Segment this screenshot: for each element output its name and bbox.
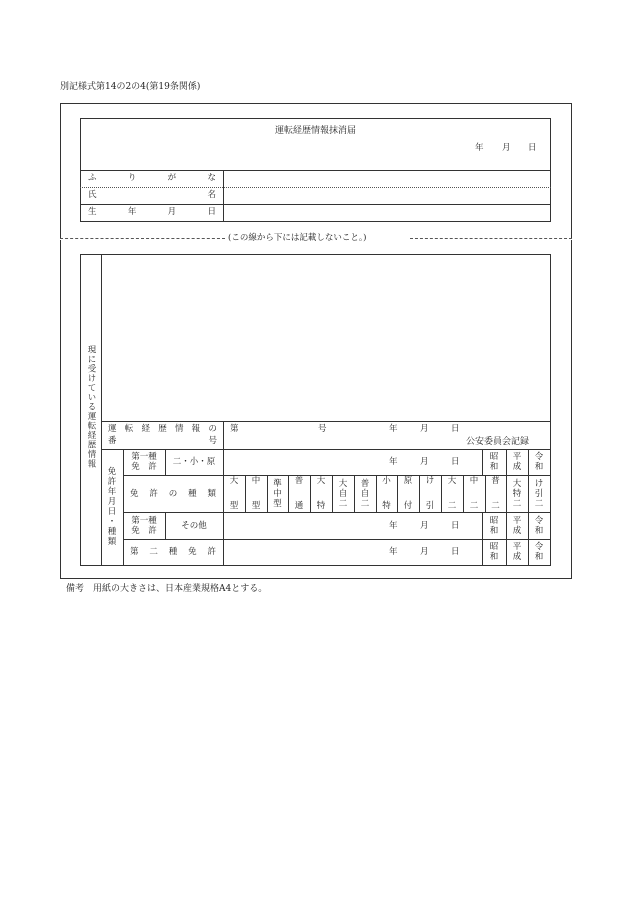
kinds-label: 免 許 の 種 類: [130, 489, 216, 499]
form-title: 運転経歴情報抹消届: [274, 126, 356, 136]
furigana-label: ふ り が な: [88, 173, 216, 183]
row4-era-heisei: 平 成: [512, 542, 522, 562]
record-date-year: 年: [389, 424, 398, 434]
remark: 備考 用紙の大きさは、日本産業規格A4とする。: [66, 584, 268, 594]
class1-label: 第一種 免 許: [131, 452, 157, 472]
kind-chu-ni: 中 二: [469, 476, 479, 511]
kind-kotoku: 小 特: [382, 476, 391, 511]
row3-date-day: 日: [451, 521, 460, 531]
row1-date-year: 年: [389, 457, 398, 467]
side-label: 現に受けている運転経歴情報: [86, 345, 96, 469]
row1-era-showa: 昭 和: [489, 452, 499, 472]
record-number-suffix: 号: [318, 424, 327, 434]
kind-dai-ni: 大 二: [447, 476, 457, 511]
kind-daitoku-ni: 大 特 二: [512, 478, 522, 509]
kind-jun-chugata: 準 中 型: [273, 478, 282, 509]
class2-label: 第 二 種 免 許: [130, 547, 216, 557]
kind-kenin-ni: け 引 二: [534, 478, 544, 509]
kind-chugata: 中 型: [251, 476, 261, 511]
class1-sub: 二・小・原: [172, 457, 216, 467]
record-number-label-2: 番 号: [108, 436, 217, 446]
row4-date-day: 日: [451, 547, 460, 557]
name-label: 氏 名: [88, 190, 216, 200]
row3-date-month: 月: [420, 521, 429, 531]
license-label: 免 許 年 月 日 ・ 種 類: [107, 467, 117, 547]
record-number-prefix: 第: [230, 424, 239, 434]
class1-other-sub: その他: [181, 520, 207, 531]
row3-date-year: 年: [389, 521, 398, 531]
row3-era-showa: 昭 和: [489, 515, 499, 536]
issuer: 公安委員会記録: [466, 437, 530, 447]
header-date-day: 日: [528, 143, 537, 153]
record-number-label-1: 運 転 経 歴 情 報 の: [108, 424, 217, 434]
header-date-month: 月: [502, 143, 511, 153]
row4-era-showa: 昭 和: [489, 542, 499, 562]
row3-era-reiwa: 令 和: [534, 515, 544, 536]
row1-date-day: 日: [451, 457, 460, 467]
kind-futsu: 普 通: [294, 476, 304, 511]
form-number: 別記様式第14の2の4(第19条関係): [60, 82, 201, 92]
row4-date-month: 月: [420, 547, 429, 557]
row4-era-reiwa: 令 和: [534, 542, 544, 562]
row1-date-month: 月: [420, 457, 429, 467]
kind-futsuji-ni: 普 自 二: [360, 478, 370, 509]
kind-kenin: け 引: [425, 476, 435, 511]
kind-gentsuki: 原 付: [403, 476, 413, 511]
cut-line-text: (この線から下には記載しないこと。): [228, 233, 367, 243]
row1-era-reiwa: 令 和: [534, 452, 544, 472]
row1-era-heisei: 平 成: [512, 452, 522, 472]
kind-daitoku: 大 特: [316, 476, 326, 511]
kind-ogata: 大 型: [229, 476, 239, 511]
kind-futsu-ni: 普 二: [491, 476, 500, 511]
record-date-day: 日: [451, 424, 460, 434]
birth-label: 生 年 月 日: [88, 207, 216, 217]
row4-date-year: 年: [389, 547, 398, 557]
class1-other-label: 第一種 免 許: [131, 515, 157, 536]
header-date-year: 年: [475, 143, 484, 153]
row3-era-heisei: 平 成: [512, 515, 522, 536]
record-date-month: 月: [420, 424, 429, 434]
kind-daiji-ni: 大 自 二: [338, 478, 348, 509]
